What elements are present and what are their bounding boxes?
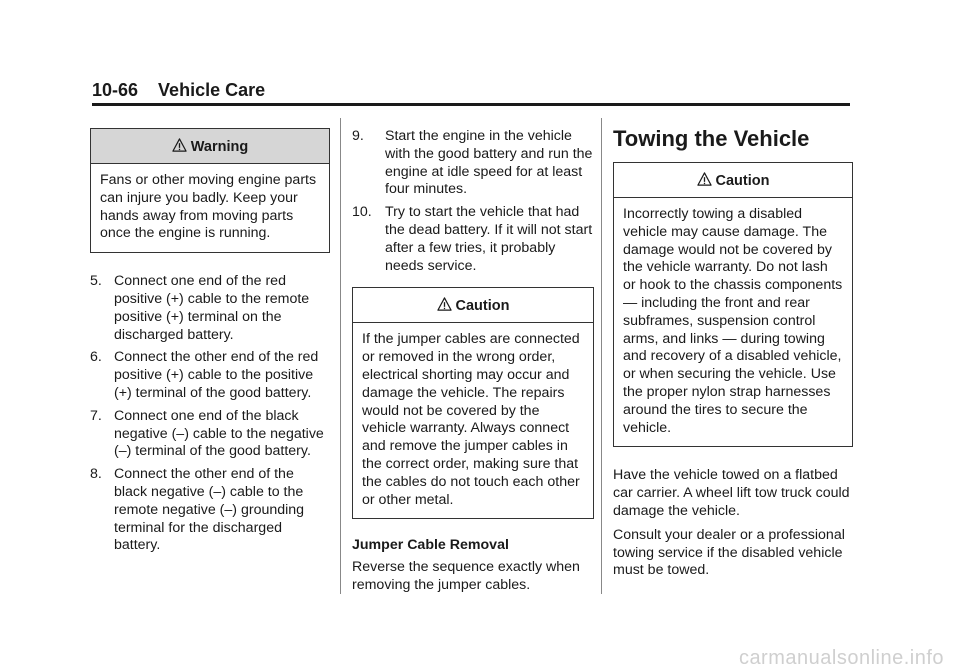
chapter-title: Vehicle Care bbox=[158, 80, 266, 100]
caution-title: Caution bbox=[455, 298, 510, 315]
column-1 bbox=[90, 128, 330, 560]
caution-icon bbox=[697, 172, 712, 187]
towing-paragraph-2: Consult your dealer or a professional towing service if the disabled vehicle must be towed. bbox=[613, 526, 845, 579]
header-rule bbox=[92, 103, 850, 106]
caution-box-header bbox=[353, 288, 593, 323]
steps-list-2 bbox=[352, 128, 594, 275]
caution-box-header bbox=[614, 163, 852, 198]
list-item: 9. Start the engine in the vehicle with the good battery and run the engine at idle speed for at least four minutes. bbox=[352, 128, 593, 198]
warning-text: Fans or other moving engine parts can injure you badly. Keep your hands away from moving parts once the engine is running. bbox=[100, 172, 317, 242]
caution-text: If the jumper cables are connected or removed in the wrong order, electrical shorting may occur and damage the vehicle. The repairs would not be covered by the vehicle warranty. Always connect and remove the jumper cables in the correct order, making sure that the cables do not touch each other or other metal. bbox=[362, 331, 580, 508]
towing-paragraph-1: Have the vehicle towed on a flatbed car carrier. A wheel lift tow truck could damage the vehicle. bbox=[613, 467, 850, 519]
warning-box-header bbox=[91, 129, 329, 164]
warning-icon bbox=[172, 138, 187, 153]
list-item: 6. Connect the other end of the red positive (+) cable to the positive (+) terminal of the good battery. bbox=[90, 349, 319, 401]
warning-title: Warning bbox=[190, 139, 249, 155]
column-3 bbox=[613, 128, 853, 586]
list-item: 8. Connect the other end of the black negative (–) cable to the remote negative (–) grounding terminal for the discharged battery. bbox=[90, 466, 305, 554]
page-number: 10-66 bbox=[92, 80, 139, 100]
jumper-removal-heading: Jumper Cable Removal bbox=[352, 537, 509, 554]
column-divider-1 bbox=[340, 118, 341, 594]
watermark: carmanualsonline.info bbox=[738, 647, 944, 669]
steps-list-1 bbox=[90, 273, 330, 555]
caution-icon bbox=[437, 297, 452, 312]
section-title: Towing the Vehicle bbox=[613, 126, 810, 151]
list-item: 7. Connect one end of the black negative (–) cable to the negative (–) terminal of the good battery. bbox=[90, 407, 324, 460]
column-divider-2 bbox=[601, 118, 602, 594]
caution-box-towing bbox=[613, 162, 853, 447]
caution-title: Caution bbox=[715, 173, 770, 189]
jumper-removal-text: Reverse the sequence exactly when removing the jumper cables. bbox=[352, 559, 580, 593]
caution-box-jumper bbox=[352, 287, 594, 519]
page-header bbox=[92, 80, 265, 101]
column-2 bbox=[352, 128, 594, 601]
list-item: 5. Connect one end of the red positive (+) cable to the remote positive (+) terminal on the discharged battery. bbox=[90, 273, 310, 343]
warning-box bbox=[90, 128, 330, 253]
list-item: 10. Try to start the vehicle that had the dead battery. If it will not start after a few tries, it probably needs service. bbox=[352, 204, 593, 274]
caution-text: Incorrectly towing a disabled vehicle may cause damage. The damage would not be covered by the vehicle warranty. Do not lash or hook to the chassis components — including the front and rear subframes, suspension control arms, and links — during towing and recovery of a disabled vehicle, or when securing the vehicle. Use the proper nylon strap harnesses around the tires to secure the vehicle. bbox=[623, 206, 843, 436]
